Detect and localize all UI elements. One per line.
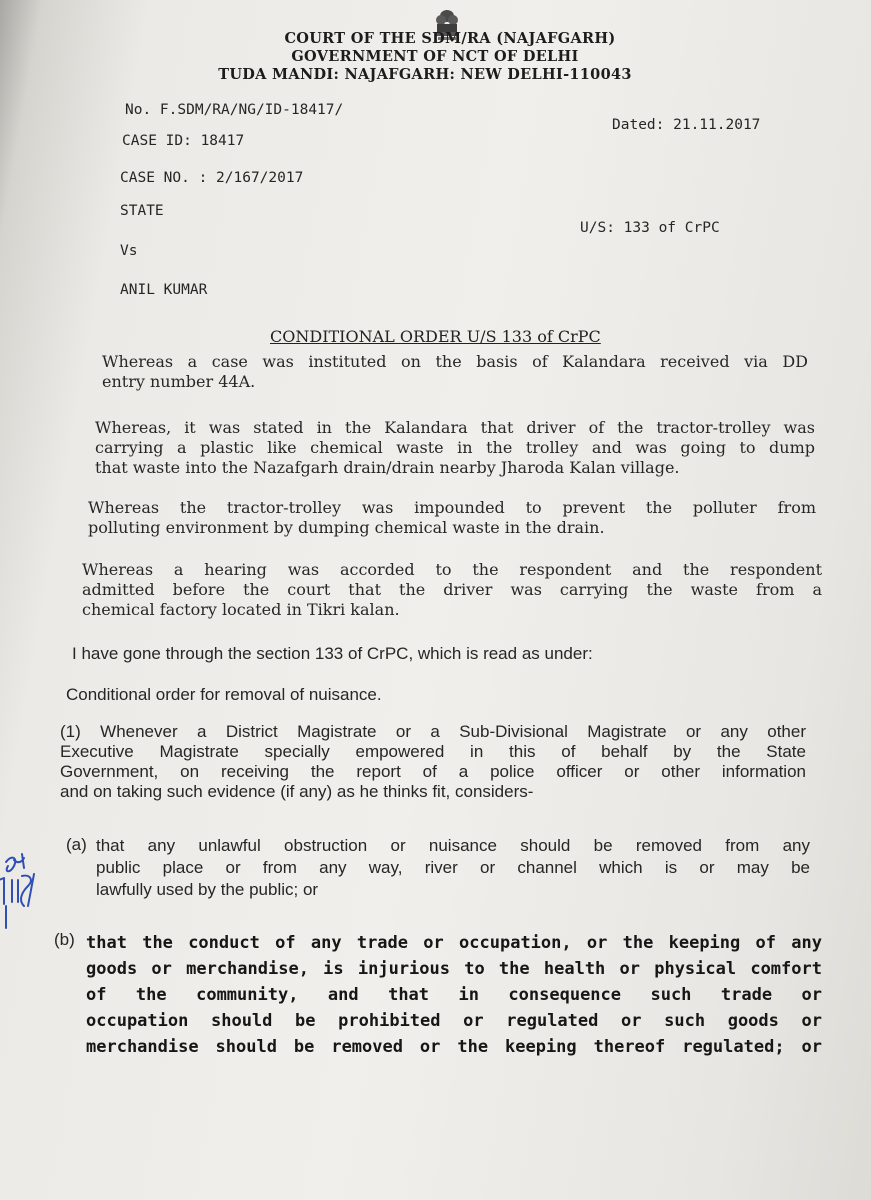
clause-line: merchandise should be removed or the keeping thereof regulated; or (86, 1037, 822, 1057)
paragraph-line: Whereas, it was stated in the Kalandara that driver of the tractor-trolley was (95, 418, 815, 437)
versus-label: Vs (120, 243, 138, 259)
case-id: CASE ID: 18417 (122, 133, 245, 149)
clause-b-label: (b) (54, 930, 75, 949)
clause-line: Executive Magistrate specially empowered in this of behalf by the State (60, 742, 806, 761)
paragraph-3 (88, 498, 816, 538)
handwritten-initials-signature (0, 850, 72, 960)
clause-line: public place or from any way, river or channel which is or may be (96, 858, 810, 877)
paragraph-4 (82, 560, 822, 620)
paragraph-6: Conditional order for removal of nuisance. (66, 685, 382, 704)
paragraph-line: chemical factory located in Tikri kalan. (82, 600, 400, 619)
reference-number: No. F.SDM/RA/NG/ID-18417/ (125, 102, 344, 118)
paragraph-line: Whereas a case was instituted on the basis of Kalandara received via DD (102, 352, 808, 371)
clause-line: of the community, and that in consequence such trade or (86, 985, 822, 1005)
clause-line: that any unlawful obstruction or nuisance should be removed from any (96, 836, 810, 855)
clause-a (96, 835, 810, 901)
clause-line: and on taking such evidence (if any) as he thinks fit, considers- (60, 782, 534, 801)
section-reference: U/S: 133 of CrPC (580, 220, 720, 236)
order-title: CONDITIONAL ORDER U/S 133 of CrPC (270, 327, 601, 346)
clause-line: occupation should be prohibited or regulated or such goods or (86, 1011, 822, 1031)
paragraph-line: Whereas a hearing was accorded to the respondent and the respondent (82, 560, 822, 579)
clause-line: that the conduct of any trade or occupation, or the keeping of any (86, 933, 822, 953)
clause-a-label: (a) (66, 835, 87, 854)
paragraph-5: I have gone through the section 133 of CrPC, which is read as under: (72, 644, 593, 663)
paragraph-line: Whereas the tractor-trolley was impounded to prevent the polluter from (88, 498, 816, 517)
paragraph-1 (102, 352, 808, 392)
paragraph-line: entry number 44A. (102, 372, 256, 391)
government-name: GOVERNMENT OF NCT OF DELHI (291, 48, 579, 65)
clause-line: (1) Whenever a District Magistrate or a Sub-Divisional Magistrate or any other (60, 722, 806, 741)
clause-line: Government, on receiving the report of a police officer or other information (60, 762, 806, 781)
paragraph-line: admitted before the court that the driver was carrying the waste from a (82, 580, 822, 599)
clause-1 (60, 722, 806, 802)
party-state: STATE (120, 203, 164, 219)
paragraph-line: carrying a plastic like chemical waste in the trolley and was going to dump (95, 438, 815, 457)
respondent-name: ANIL KUMAR (120, 282, 208, 298)
clause-line: goods or merchandise, is injurious to the health or physical comfort (86, 959, 822, 979)
paragraph-line: polluting environment by dumping chemical waste in the drain. (88, 518, 605, 537)
case-number: CASE NO. : 2/167/2017 (120, 170, 304, 186)
paragraph-2 (95, 418, 815, 478)
paragraph-line: that waste into the Nazafgarh drain/drain nearby Jharoda Kalan village. (95, 458, 680, 477)
clause-b (86, 930, 822, 1060)
court-name: COURT OF THE SDM/RA (NAJAFGARH) (284, 30, 616, 47)
order-date: Dated: 21.11.2017 (612, 117, 761, 133)
court-address: TUDA MANDI: NAJAFGARH: NEW DELHI-110043 (218, 66, 632, 83)
clause-line: lawfully used by the public; or (96, 880, 319, 899)
